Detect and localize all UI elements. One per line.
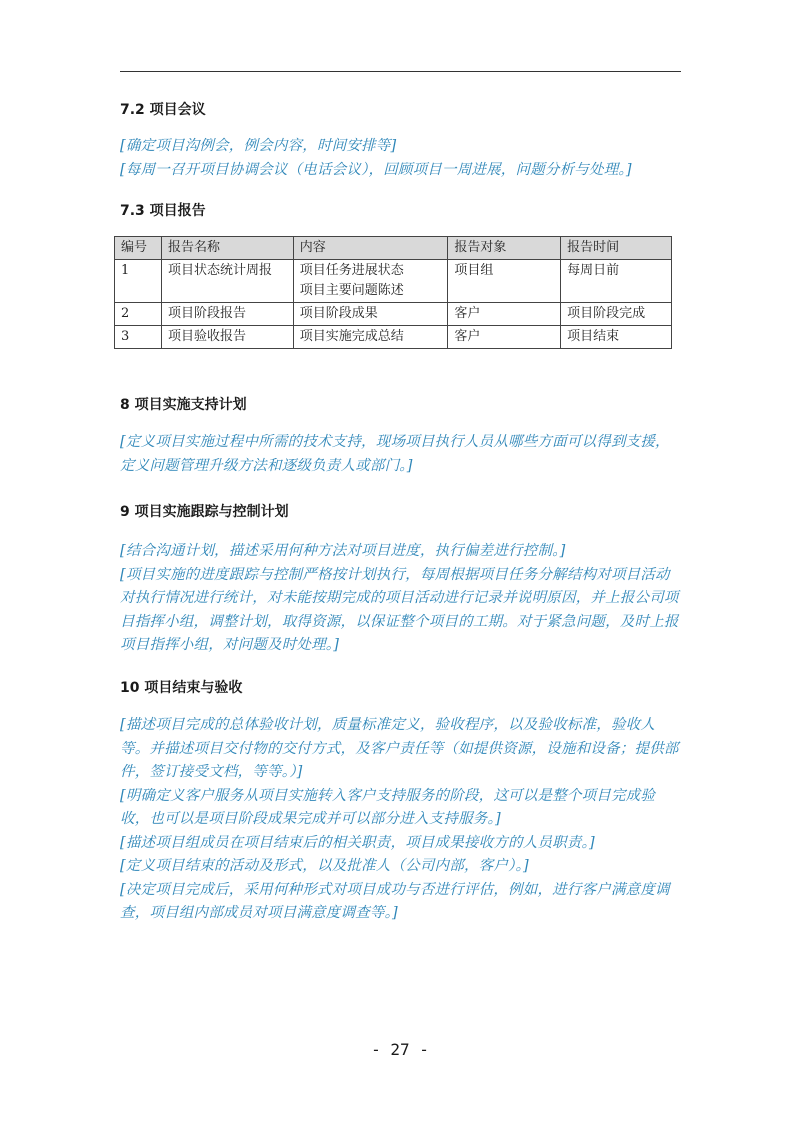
cell-content: 项目阶段成果 xyxy=(293,303,448,326)
cell-target: 项目组 xyxy=(448,260,561,303)
cell-no: 1 xyxy=(115,260,162,303)
note-paragraph: [定义项目结束的活动及形式，以及批准人（公司内部，客户）。] xyxy=(120,858,529,874)
table-row xyxy=(115,303,672,326)
column-header: 内容 xyxy=(293,237,448,260)
table-row xyxy=(115,326,672,349)
section-notes-7-2 xyxy=(120,135,682,182)
cell-name: 项目验收报告 xyxy=(161,326,293,349)
header-rule xyxy=(120,71,681,72)
section-notes-10 xyxy=(120,714,682,926)
note-paragraph: [明确定义客户服务从项目实施转入客户支持服务的阶段，这可以是整个项目完成验收，也可以是项目阶段成果完成并可以部分进入支持服务。] xyxy=(120,787,656,827)
cell-no: 3 xyxy=(115,326,162,349)
note-paragraph: [定义项目实施过程中所需的技术支持，现场项目执行人员从哪些方面可以得到支援，定义问题管理升级方法和逐级负责人或部门。] xyxy=(120,434,670,474)
cell-content: 项目实施完成总结 xyxy=(293,326,448,349)
cell-name: 项目阶段报告 xyxy=(161,303,293,326)
column-header: 报告对象 xyxy=(448,237,561,260)
cell-time: 项目结束 xyxy=(561,326,672,349)
table-header-row xyxy=(115,237,672,260)
section-notes-9 xyxy=(120,540,682,658)
cell-content xyxy=(293,260,448,303)
note-paragraph: [项目实施的进度跟踪与控制严格按计划执行，每周根据项目任务分解结构对项目活动对执行情况进行统计，对未能按期完成的项目活动进行记录并说明原因，并上报公司项目指挥小组，调整计划，取得资源，以保证整个项目的工期。对于紧急问题，及时上报项目指挥小组，对问题及时处理。] xyxy=(120,566,679,653)
note-paragraph: [确定项目沟例会，例会内容，时间安排等] xyxy=(120,138,397,154)
section-heading-7-2: 7.2 项目会议 xyxy=(120,102,206,118)
content-line: 项目主要问题陈述 xyxy=(299,283,404,298)
cell-target: 客户 xyxy=(448,303,561,326)
content-line: 项目任务进展状态 xyxy=(299,263,404,278)
cell-name: 项目状态统计周报 xyxy=(161,260,293,303)
note-paragraph: [结合沟通计划，描述采用何种方法对项目进度，执行偏差进行控制。] xyxy=(120,543,566,559)
note-paragraph: [每周一召开项目协调会议（电话会议），回顾项目一周进展，问题分析与处理。] xyxy=(120,161,632,178)
cell-no: 2 xyxy=(115,303,162,326)
note-paragraph: [决定项目完成后，采用何种形式对项目成功与否进行评估，例如，进行客户满意度调查，项目组内部成员对项目满意度调查等。] xyxy=(120,881,670,921)
note-paragraph: [描述项目组成员在项目结束后的相关职责，项目成果接收方的人员职责。] xyxy=(120,834,595,851)
page-number: - 27 - xyxy=(371,1040,429,1059)
report-table xyxy=(114,236,672,349)
note-paragraph: [描述项目完成的总体验收计划，质量标准定义，验收程序，以及验收标准，验收人等。并描述项目交付物的交付方式，及客户责任等（如提供资源，设施和设备；提供部件，签订接受文档，等等。）] xyxy=(120,717,679,780)
section-heading-10: 10 项目结束与验收 xyxy=(120,680,243,696)
section-heading-8: 8 项目实施支持计划 xyxy=(120,397,247,413)
cell-target: 客户 xyxy=(448,326,561,349)
column-header: 报告名称 xyxy=(161,237,293,260)
column-header: 编号 xyxy=(115,237,162,260)
cell-time: 项目阶段完成 xyxy=(561,303,672,326)
section-heading-7-3: 7.3 项目报告 xyxy=(120,203,206,219)
section-heading-9: 9 项目实施跟踪与控制计划 xyxy=(120,504,289,520)
section-notes-8 xyxy=(120,431,682,478)
table-row xyxy=(115,260,672,303)
column-header: 报告时间 xyxy=(561,237,672,260)
cell-time: 每周日前 xyxy=(561,260,672,303)
